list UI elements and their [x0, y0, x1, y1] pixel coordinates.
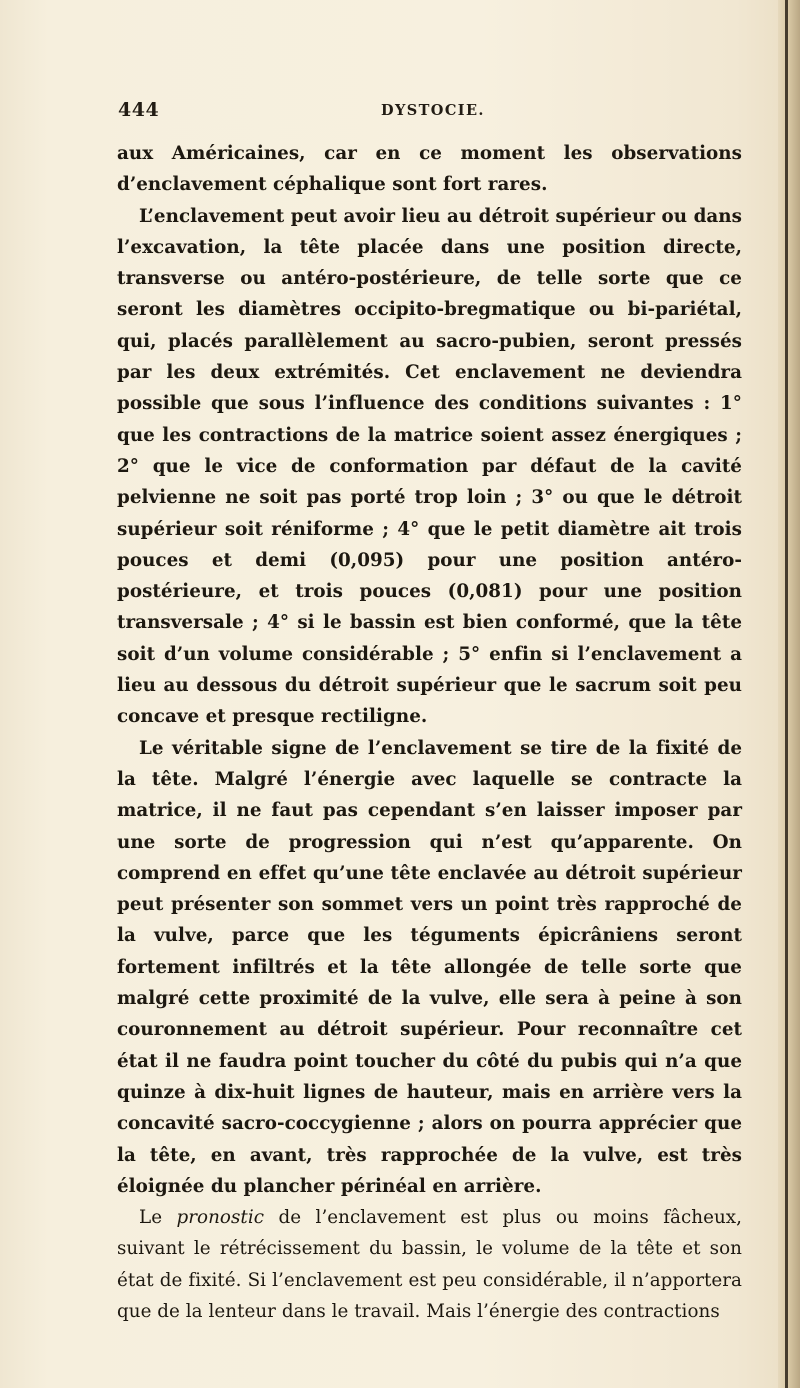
prognosis-italic-term: pronostic — [176, 1207, 265, 1229]
running-title: DYSTOCIE. — [381, 102, 485, 119]
body-text — [117, 138, 742, 1327]
paragraph-prognosis — [117, 1202, 742, 1327]
binding-edge-line — [785, 0, 788, 1388]
paragraph-enclavement-sign: Le véritable signe de l’enclavement se tire de la fixité de la tête. Malgré l’énergie avec laquelle se contracte la matrice, il ne faut pas cependant s’en laisser imposer par une sorte de progression qui n’est qu’apparente. On comprend en effet qu’une tête enclavée au détroit supérieur peut présenter son sommet vers un point très rapproché de la vulve, parce que les téguments épicrâniens seront fortement infiltrés et la tête allongée de telle sorte que malgré cette proximité de la vulve, elle sera à peine à son couronnement au détroit supérieur. Pour reconnaître cet état il ne faudra point toucher du côté du pubis qui n’a que quinze à dix-huit lignes de hauteur, mais en arrière vers la concavité sacro-coccygienne ; alors on pourra apprécier que la tête, en avant, très rapprochée de la vulve, est très éloignée du plancher périnéal en arrière. — [117, 737, 742, 1197]
prognosis-text: de l’enclavement est plus ou moins fâcheux, suivant le rétrécissement du bassin, le volume de la tête et son état de fixité. Si l’enclavement est peu considérable, il n’apportera que de la lenteur dans le travail. Mais l’énergie des contractions — [117, 1207, 742, 1322]
page-number: 444 — [118, 99, 160, 121]
prognosis-lead: Le — [139, 1207, 177, 1229]
page-spine-shadow — [778, 0, 800, 1388]
paragraph-enclavement-definition: L’enclavement peut avoir lieu au détroit supérieur ou dans l’excavation, la tête placée dans une position directe, transverse ou antéro-postérieure, de telle sorte que ce seront les diamètres occipito-bregmatique ou bi-pariétal, qui, placés parallèlement au sacro-pubien, seront pressés par les deux extrémités. Cet enclavement ne deviendra possible que sous l’influence des conditions suivantes : 1° que les contractions de la matrice soient assez énergiques ; 2° que le vice de conformation par défaut de la cavité pelvienne ne soit pas porté trop loin ; 3° ou que le détroit supérieur soit réniforme ; 4° que le petit diamètre ait trois pouces et demi (0,095) pour une position antéro-postérieure, et trois pouces (0,081) pour une position transversale ; 4° si le bassin est bien conformé, que la tête soit d’un volume considérable ; 5° enfin si l’enclavement a lieu au dessous du détroit supérieur que le sacrum soit peu concave et presque rectiligne. — [117, 205, 742, 728]
paragraph-continuation: aux Américaines, car en ce moment les observations d’enclavement céphalique sont fort rares. — [117, 143, 742, 196]
running-header — [118, 99, 738, 125]
